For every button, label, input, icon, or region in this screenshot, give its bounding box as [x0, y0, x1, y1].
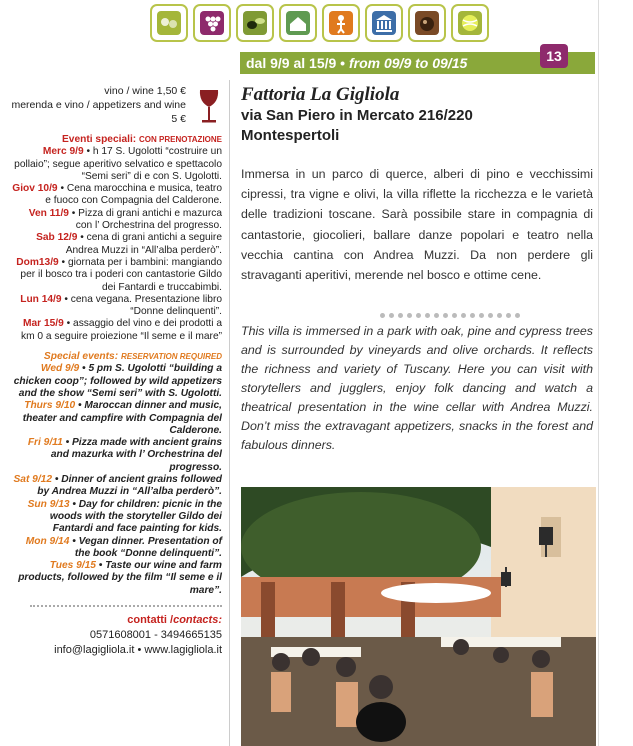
events-list-it [10, 146, 222, 343]
address-town: Montespertoli [241, 127, 340, 144]
event-entry: Mon 9/14 • Vegan dinner. Presentation of the book “Donne delinquenti”. [25, 535, 222, 559]
special-events-header-en: Special events: RESERVATION REQUIRED [43, 351, 222, 363]
reservation-note: CON PRENOTAZIONE [139, 135, 222, 144]
event-date: Fri 9/11 [27, 437, 63, 449]
event-date: Lun 14/9 [20, 293, 62, 305]
email-website[interactable]: info@lagigliola.it • www.lagigliola.it [54, 643, 222, 656]
juggler-icon [322, 4, 360, 42]
event-text: giornata per i bambini: mangiando per il bosco tra i poderi con cantastorie Gildo dei Fantardi e truccabimbi. [20, 256, 222, 293]
event-date: Wed 9/9 [40, 363, 80, 375]
event-text: h 17 S. Ugolotti “costruire un pollaio”; segue aperitivo selvatico e spettacolo “Semi seri” di e con S. Ugolotti. [14, 146, 222, 182]
tennis-ball-icon [451, 4, 489, 42]
event-text: assaggio del vino e dei prodotti a km 0 a seguire proiezione “Il seme e il mare” [21, 318, 222, 342]
event-text: Dinner of ancient grains followed by Andrea Muzzi in “All’alba perderò”. [37, 474, 222, 498]
description-en: This villa is immersed in a park with oak, pine and cypress trees and is surrounded by vineyards and olive orchards. It reflects the richness and variety of Tuscany. Here you can visit with storytellers and jugglers, enjoy folk dancing and watch a theatrical presentation in the wine cellar with Andrea Muzzi. Don’t miss the extravagant appetizers, snacks in the forest and fabulous dinners. [241, 324, 593, 452]
contacts-label: contatti / [127, 613, 174, 626]
event-text: 5 pm S. Ugolotti “building a chicken coop”; followed by wild appetizers and the show “Semi seri” with S. Ugolotti. [13, 363, 222, 399]
event-entry: Sat 9/12 • Dinner of ancient grains followed by Andrea Muzzi in “All’alba perderò”. [13, 474, 222, 498]
price-appetizers: merenda e vino / appetizers and wine 5 € [11, 99, 186, 125]
event-text: Cena marocchina e musica, teatro e fuoco con Compagnia del Calderone. [45, 183, 222, 207]
event-date: Ven 11/9 [28, 207, 69, 219]
dotted-divider [30, 605, 222, 607]
phone-numbers: 0571608001 - 3494665135 [89, 628, 222, 641]
event-date: Mar 15/9 [23, 318, 64, 330]
venue-address [241, 106, 473, 146]
description-it: Immersa in un parco di querce, alberi di pino e vecchissimi cipressi, tra vigne e olivi, la villa riflette la ricchezza e le varietà delle tradizioni toscane. Sarà possibile stare in compagnia di cantastorie, giocolieri, ballare danze popolari e teatro nella vecchia cantina con Andrea Muzzi. Da non perdere gli stravaganti aperitivi, merende nel bosco e ottime cene. [241, 167, 593, 283]
farmhouse-icon [279, 4, 317, 42]
event-entry: Ven 11/9 • Pizza di grani antichi e mazurca con l’ Orchestrina del progresso. [28, 207, 222, 232]
dot-separator [380, 305, 540, 311]
event-text: cena vegana. Presentazione libro “Donne delinquenti”. [70, 293, 222, 318]
event-entry: Sab 12/9 • cena di grani antichi a seguire Andrea Muzzi in “All’alba perderò”. [36, 232, 222, 256]
event-entry: Mar 15/9 • assaggio del vino e dei prodotti a km 0 a seguire proiezione “Il seme e il mare” [21, 318, 222, 342]
event-entry: Dom13/9 • giornata per i bambini: mangiando per il bosco tra i poderi con cantastorie Gildo dei Fantardi e truccabimbi. [16, 256, 222, 293]
category-icon-bar [150, 0, 489, 46]
chestnut-icon [408, 4, 446, 42]
price-wine: vino / wine 1,50 € [104, 85, 186, 97]
contacts-block [10, 613, 222, 658]
olive-icon [236, 4, 274, 42]
event-date: Tues 9/15 [49, 560, 96, 572]
event-date: Thurs 9/10 [24, 400, 76, 412]
event-date: Sun 9/13 [27, 498, 70, 510]
event-entry: Sun 9/13 • Day for children: picnic in the woods with the storyteller Gildo dei Fantardi and face painting for kids. [27, 498, 222, 535]
event-date: Sat 9/12 [13, 474, 52, 486]
grapes-icon [193, 4, 231, 42]
event-text: Taste our wine and farm products, followed by the film “Il seme e il mare”. [18, 560, 222, 596]
event-text: Pizza di grani antichi e mazurca con l’ Orchestrina del progresso. [75, 207, 222, 232]
museum-icon [365, 4, 403, 42]
reservation-note-en: RESERVATION REQUIRED [120, 352, 222, 362]
villa-courtyard-photo [241, 487, 596, 746]
event-entry: Giov 10/9 • Cena marocchina e musica, teatro e fuoco con Compagnia del Calderone. [12, 183, 222, 207]
event-text: Vegan dinner. Presentation of the book “Donne delinquenti”. [74, 535, 222, 559]
dates-it: dal 9/9 al 15/9 [246, 55, 337, 71]
event-entry: Merc 9/9 • h 17 S. Ugolotti “costruire un pollaio”; segue aperitivo selvatico e spettacolo “Semi seri” di e con S. Ugolotti. [14, 146, 222, 182]
event-entry: Tues 9/15 • Taste our wine and farm products, followed by the film “Il seme e il mare”. [18, 560, 222, 596]
right-margin [598, 0, 633, 746]
event-text: Day for children: picnic in the woods with the storyteller Gildo dei Fantardi and face painting for kids. [49, 498, 222, 535]
event-text: Maroccan dinner and music, theater and campfire with Compagnia del Calderone. [22, 400, 222, 436]
events-column [10, 84, 222, 658]
venue-title: Fattoria La Gigliola [241, 84, 400, 105]
events-list-en [10, 363, 222, 597]
event-entry: Thurs 9/10 • Maroccan dinner and music, theater and campfire with Compagnia del Calderone. [22, 400, 222, 436]
event-entry: Lun 14/9 • cena vegana. Presentazione libro “Donne delinquenti”. [20, 293, 222, 318]
event-entry: Wed 9/9 • 5 pm S. Ugolotti “building a chicken coop”; followed by wild appetizers and the show “Semi seri” with S. Ugolotti. [13, 363, 222, 399]
event-entry: Fri 9/11 • Pizza made with ancient grains and mazurka with l’ Orchestrina del progresso. [27, 437, 222, 473]
date-band: dal 9/9 al 15/9 • from 09/9 to 09/15 [240, 52, 595, 74]
special-events-header: Eventi speciali: CON PRENOTAZIONE [62, 134, 222, 145]
wine-grapes-icon [150, 4, 188, 42]
wine-glass-icon [196, 88, 222, 126]
event-date: Dom13/9 [16, 256, 59, 268]
column-divider [229, 80, 230, 746]
event-date: Mon 9/14 [25, 535, 70, 547]
event-date: Merc 9/9 [42, 146, 84, 158]
contacts-label-en: contacts: [173, 613, 222, 626]
dates-en: from 09/9 to 09/15 [348, 55, 468, 71]
event-date: Sab 12/9 [36, 232, 78, 244]
address-street: via San Piero in Mercato 216/220 [241, 107, 473, 124]
page-number: 13 [540, 44, 568, 68]
event-text: Pizza made with ancient grains and mazurka with l’ Orchestrina del progresso. [50, 437, 222, 473]
event-date: Giov 10/9 [12, 183, 58, 195]
event-text: cena di grani antichi a seguire Andrea Muzzi in “All’alba perderò”. [65, 232, 222, 256]
